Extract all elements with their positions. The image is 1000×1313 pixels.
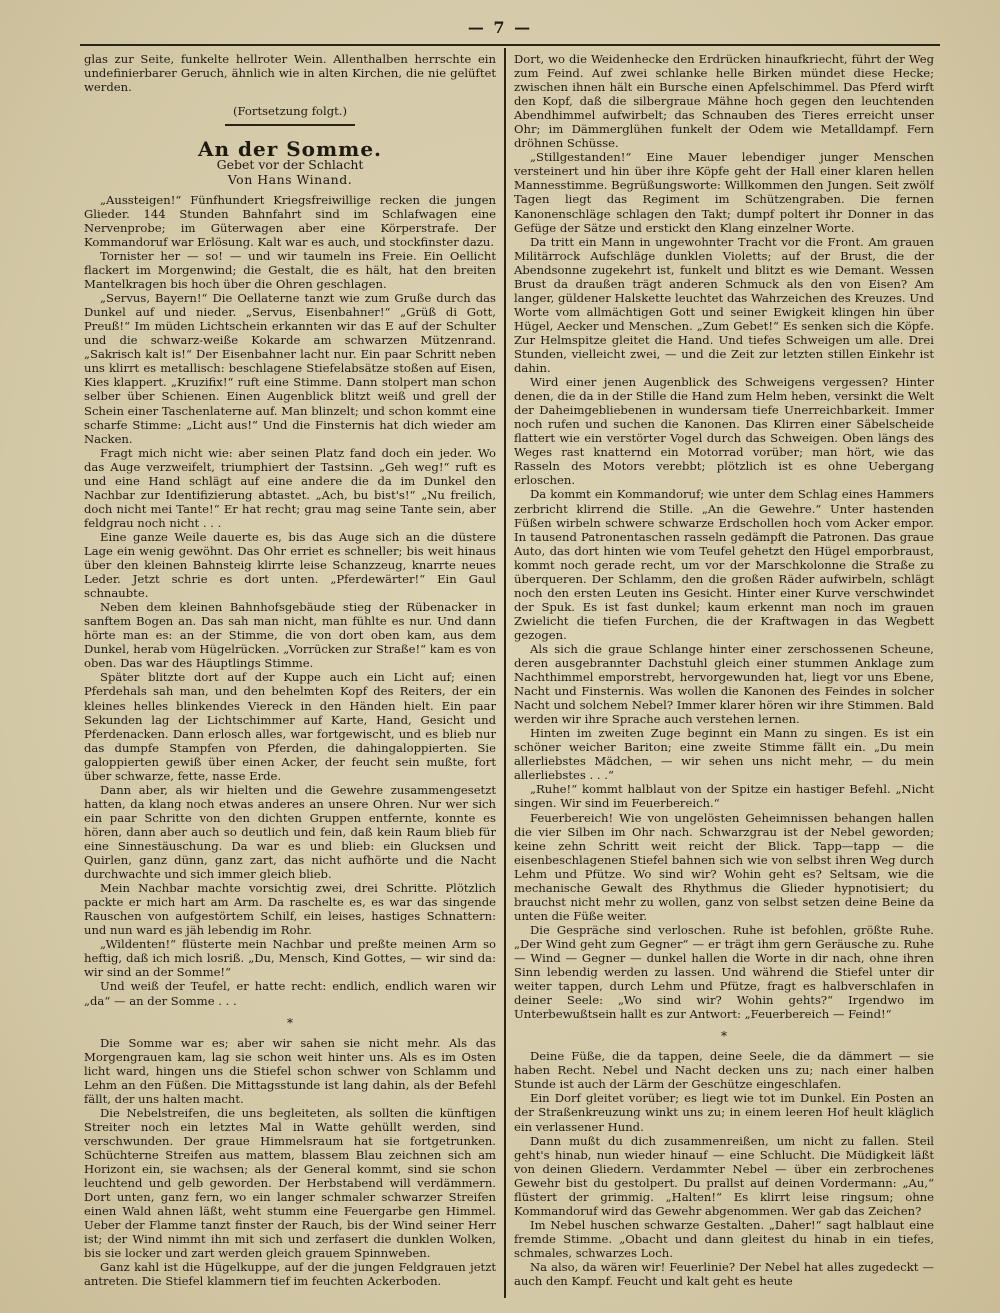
paragraph: Dann mußt du dich zusammenreißen, um nicht zu fallen. Steil geht's hinab, nun wieder hinauf — eine Schlucht. Die Müdigkeit läßt von deinen Gliedern. Verdammter Nebel — über ein zerbrochenes Gewehr bist du gestolpert. Du prallst auf deinen Vordermann: „Au,“ flüstert der grimmig. „Halten!“ Es klirrt leise ringsum; ohne Kommandoruf wird das Gewehr abgenommen. Wer gab das Zeichen? [514,1133,934,1218]
paragraph: „Stillgestanden!“ Eine Mauer lebendiger junger Menschen versteinert und hin über ihre Köpfe geht der Hall einer klaren hellen Mannesstimme. Begrüßungsworte: Willkommen den Jungen. Seit zwölf Tagen liegt das Regiment im Schützengraben. Die fernen Kanonenschläge schlagen den Takt; dumpf poltert ihr Donner in das Gefüge der Sätze und erstickt den Klang einzelner Worte. [514,150,934,235]
header-rule [80,44,940,46]
section-mark: * [287,1015,293,1030]
paragraph: Deine Füße, die da tappen, deine Seele, die da dämmert — sie haben Recht. Nebel und Nacht decken uns zu; nach einer halben Stunde ist auch der Lärm der Geschütze eingeschlafen. [514,1049,934,1092]
separator-rule [225,124,355,126]
column-divider [504,48,506,1298]
paragraph: Da kommt ein Kommandoruf; wie unter dem Schlag eines Hammers zerbricht klirrend die Stille. „An die Gewehre.“ Unter hastenden Füßen wirbeln schwere schwarze Erdschollen hoch vom Acker empor. In tausend Patronentaschen rasseln gedämpft die Patronen. Das graue Auto, das dort hinten wie vom Teufel gehetzt den Hügel emporbraust, kommt noch gerade recht, um vor der Marschkolonne die Straße zu überqueren. Der Schlamm, den die großen Räder aufwirbeln, schlägt noch den ersten Leuten ins Gesicht. Hinter einer Kurve verschwindet der Spuk. Es ist fast dunkel; kaum erkennt man noch im grauen Zwielicht die tiefen Furchen, die der Kraftwagen in das Wegbett gezogen. [514,487,934,642]
article-byline: Von Hans Winand. [227,171,353,187]
paragraph: Feuerbereich! Wie von ungelösten Geheimnissen behangen hallen die vier Silben im Ohr nach. Schwarzgrau ist der Nebel geworden; keine zehn Schritt weit reicht der Blick. Tapp—tapp — die eisenbeschlagenen Stiefel bahnen sich wie von selbst ihren Weg durch Lehm und Pfütze. Wo sind wir? Wohin geht es? Seltsam, wie die mechanische Gewalt des Rhythmus die Glieder hypnotisiert; du brauchst nicht mehr zu wollen, ganz von selbst setzen deine Beine da unten die Füße weiter. [514,810,934,923]
paragraph: Die Nebelstreifen, die uns begleiteten, als sollten die künftigen Streiter noch ein letztes Mal in Watte gehüllt werden, sind verschwunden. Der graue Himmelsraum hat sie fortgetrunken. Schüchterne Streifen aus mattem, blassem Blau zeichnen sich am Horizont ein, sie wachsen; als der General kommt, sind sie schon leuchtend und gelb geworden. Der Herbstabend will verdämmern. Dort unten, ganz fern, wo ein langer schmaler schwarzer Streifen einen Wald ahnen läßt, weht stumm eine Feuergarbe gen Himmel. Ueber der Flamme tanzt finster der Rauch, bis der Wind seiner Herr ist; der Wind nimmt ihn mit sich und zerfasert die dunklen Wolken, bis sie locker und zart werden gleich grauem Spinnweben. [84,1105,496,1261]
paragraph: Dann aber, als wir hielten und die Gewehre zusammengesetzt hatten, da klang noch etwas anderes an unsere Ohren. Nur wer sich ein paar Schritte von den dichten Gruppen entfernte, konnte es hören, dann aber auch so deutlich und fein, daß kein Raum blieb für eine Sinnestäuschung. Da war es und blieb: ein Glucksen und Quirlen, ganz dünn, ganz zart, das nicht aufhörte und die Nacht durchwachte und sich immer gleich blieb. [84,782,496,882]
continuation-note: (Fortsetzung folgt.) [232,104,347,119]
right-column [514,52,934,1301]
paragraph: „Wildenten!“ flüsterte mein Nachbar und preßte meinen Arm so heftig, daß ich mich losriß. „Du, Mensch, Kind Gottes, — wir sind da: wir sind an der Somme!“ [84,937,496,980]
left-column [84,52,496,1301]
page-number: — 7 — [467,18,533,37]
article-title: An der Somme. [197,136,383,161]
paragraph: „Servus, Bayern!“ Die Oellaterne tanzt wie zum Gruße durch das Dunkel auf und nieder. „Servus, Eisenbahner!“ „Grüß di Gott, Preuß!“ Im müden Lichtschein erkannten wir das E auf der Schulter und die schwarz-weiße Kokarde am schwarzen Mützenrand. „Sakrisch kalt is!“ Der Eisenbahner lacht nur. Ein paar Schritt neben uns klirrt es metallisch: beschlagene Stiefelabsätze stoßen auf Eisen, Kies klappert. „Kruzifix!“ ruft eine Stimme. Dann stolpert man schon selber über Schienen. Einen Augenblick blitzt weiß und grell der Schein einer Taschenlaterne auf. Man blinzelt; und schon kommt eine scharfe Stimme: „Licht aus!“ Und die Finsternis hat dich wieder am Nacken. [84,291,496,446]
paragraph: Neben dem kleinen Bahnhofsgebäude stieg der Rübenacker in sanftem Bogen an. Das sah man nicht, man fühlte es nur. Und dann hörte man es: an der Stimme, die von dort oben kam, aus dem Dunkel, herab vom Hügelrücken. „Vorrücken zur Straße!“ kam es von oben. Das war des Häuptlings Stimme. [84,600,496,671]
paragraph: Im Nebel huschen schwarze Gestalten. „Daher!“ sagt halblaut eine fremde Stimme. „Obacht und dann gleitest du hinab in ein tiefes, schmales, schwarzes Loch. [514,1217,934,1260]
paragraph: Mein Nachbar machte vorsichtig zwei, drei Schritte. Plötzlich packte er mich hart am Arm. Da raschelte es, es war das singende Rauschen von aufgestörtem Schilf, ein leises, hastiges Schnattern: und nun ward es jäh lebendig im Rohr. [84,881,496,938]
section-mark: * [721,1029,727,1044]
paragraph: Na also, da wären wir! Feuerlinie? Der Nebel hat alles zugedeckt — auch den Kampf. Feucht und kalt geht es heute [514,1259,934,1289]
paragraph: „Aussteigen!“ Fünfhundert Kriegsfreiwillige recken die jungen Glieder. 144 Stunden Bahnfahrt sind im Schlafwagen eine Nervenprobe; im Güterwagen aber eine Körperstrafe. Der Kommandoruf war Erlösung. Kalt war es auch, und stockfinster dazu. [84,192,496,249]
paragraph: Später blitzte dort auf der Kuppe auch ein Licht auf; einen Pferdehals sah man, und den behelmten Kopf des Reiters, der ein kleines helles blinkendes Viereck in den Händen hielt. Ein paar Sekunden lag der Lichtschimmer auf Karte, Hand, Gesicht und Pferdenacken. Dann erlosch alles, war fortgewischt, und es blieb nur das dumpfe Stampfen von Pferden, die dahingaloppierten. Sie galoppierten gewiß über einen Acker, der feucht sein mußte, fort über schwarze, fette, nasse Erde. [84,670,496,783]
paragraph: Eine ganze Weile dauerte es, bis das Auge sich an die düstere Lage ein wenig gewöhnt. Das Ohr erriet es schneller; bis weit hinaus über den kleinen Bahnsteig klirrte leise Schanzzeug, knarrte neues Leder. Jetzt schrie es dort unten. „Pferdewärter!“ Ein Gaul schnaubte. [84,529,496,601]
paragraph: Als sich die graue Schlange hinter einer zerschossenen Scheune, deren ausgebrannter Dachstuhl gleich einer stummen Anklage zum Nachthimmel emporstrebt, hervorgewunden hat, liegt vor uns Ebene, Nacht und Finsternis. Was wollen die Kanonen des Feindes in solcher Nacht und solchem Nebel? Immer klarer hören wir ihre Stimmen. Bald werden wir ihre Sprache auch verstehen lernen. [514,641,934,727]
article-subtitle: Gebet vor der Schlacht [216,156,364,172]
paragraph: Ein Dorf gleitet vorüber; es liegt wie tot im Dunkel. Ein Posten an der Straßenkreuzung winkt uns zu; in einem leeren Hof heult kläglich ein verlassener Hund. [514,1091,934,1134]
carry-over-paragraph: glas zur Seite, funkelte hellroter Wein. Allenthalben herrschte ein undefinierbarer Geruch, ähnlich wie in alten Kirchen, die nie gelüftet werden. [84,52,496,95]
paragraph: Hinten im zweiten Zuge beginnt ein Mann zu singen. Es ist ein schöner weicher Bariton; eine zweite Stimme fällt ein. „Du mein allerliebstes Mädchen, — wir sehen uns nicht mehr, — du mein allerliebstes . . .“ [514,726,934,783]
paragraph: Die Gespräche sind verloschen. Ruhe ist befohlen, größte Ruhe. „Der Wind geht zum Gegner“ — er trägt ihm gern Geräusche zu. Ruhe — Wind — Gegner — dunkel hallen die Worte in dir nach, ohne ihren Sinn lebendig werden zu lassen. Und während die Stiefel unter dir weiter tappen, durch Lehm und Pfütze, fragt es halbverschlafen in deiner Seele: „Wo sind wir? Wohin gehts?“ Irgendwo im Unterbewußtsein hallt es zur Antwort: „Feuerbereich — Feind!“ [514,922,934,1022]
paragraph: Wird einer jenen Augenblick des Schweigens vergessen? Hinter denen, die da in der Stille die Hand zum Helm heben, versinkt die Welt der Daheimgebliebenen in wundersam tiefe Unerreichbarkeit. Immer noch rufen und suchen die Kanonen. Das Klirren einer Säbelscheide flattert wie ein verstörter Vogel durch das Schweigen. Oben längs des Weges rast knatternd ein Motorrad vorüber; man hört, wie das Rasseln des Motors verebbt; plötzlich ist es ohne Uebergang erloschen. [514,375,934,488]
paragraph: Da tritt ein Mann in ungewohnter Tracht vor die Front. Am grauen Militärrock Aufschläge dunklen Violetts; auf der Brust, die der Abendsonne zugekehrt ist, funkelt und blitzt es wie Demant. Wessen Brust da draußen trägt anderen Schmuck als den von Eisen? Am langer, güldener Halskette leuchtet das Wahrzeichen des Kreuzes. Und Worte vom allmächtigen Gott und seiner Ewigkeit klingen hin über Hügel, Aecker und Menschen. „Zum Gebet!“ Es senken sich die Köpfe. Zur Helmspitze gleitet die Hand. Und tiefes Schweigen um alle. Drei Stunden, vielleicht zwei, — und die Zeit zur letzten stillen Einkehr ist dahin. [514,234,934,376]
paragraph: Und weiß der Teufel, er hatte recht: endlich, endlich waren wir „da“ — an der Somme . . . [84,979,496,1008]
paragraph: Dort, wo die Weidenhecke den Erdrücken hinaufkriecht, führt der Weg zum Feind. Auf zwei schlanke helle Birken mündet diese Hecke; zwischen ihnen hält ein Bursche einen Apfelschimmel. Das Pferd wirft den Kopf, daß die silbergraue Mähne hoch gegen den leuchtenden Abendhimmel aufwirbelt; das Schnauben des Tieres erreicht unser Ohr; im Dämmerglühen funkelt der Odem wie Metalldampf. Fern dröhnen Schüsse. [514,52,934,151]
paragraph: Tornister her — so! — und wir taumeln ins Freie. Ein Oellicht flackert im Morgenwind; die Gestalt, die es hält, hat den breiten Mantelkragen bis hoch über die Ohren geschlagen. [84,249,496,292]
paragraph: Die Somme war es; aber wir sahen sie nicht mehr. Als das Morgengrauen kam, lag sie schon weit hinter uns. Als es im Osten licht ward, hingen uns die Stiefel schon schwer von Schlamm und Lehm an den Füßen. Die Mittagsstunde ist lang dahin, als der Befehl fällt, der uns halten macht. [84,1035,496,1106]
paragraph: „Ruhe!“ kommt halblaut von der Spitze ein hastiger Befehl. „Nicht singen. Wir sind im Feuerbereich.“ [514,782,934,811]
paragraph: Fragt mich nicht wie: aber seinen Platz fand doch ein jeder. Wo das Auge verzweifelt, triumphiert der Tastsinn. „Geh weg!“ ruft es und eine Hand schlägt auf eine andere die da im Dunkel den Nachbar zur Identifizierung abtastet. „Ach, bu bist's!“ „Nu freilich, doch nicht mei Tante!“ Er hat recht; grau mag seine Tante sein, aber feldgrau noch nicht . . . [84,445,496,530]
paragraph: Ganz kahl ist die Hügelkuppe, auf der die jungen Feldgrauen jetzt antreten. Die Stiefel klammern tief im feuchten Ackerboden. [84,1260,496,1289]
